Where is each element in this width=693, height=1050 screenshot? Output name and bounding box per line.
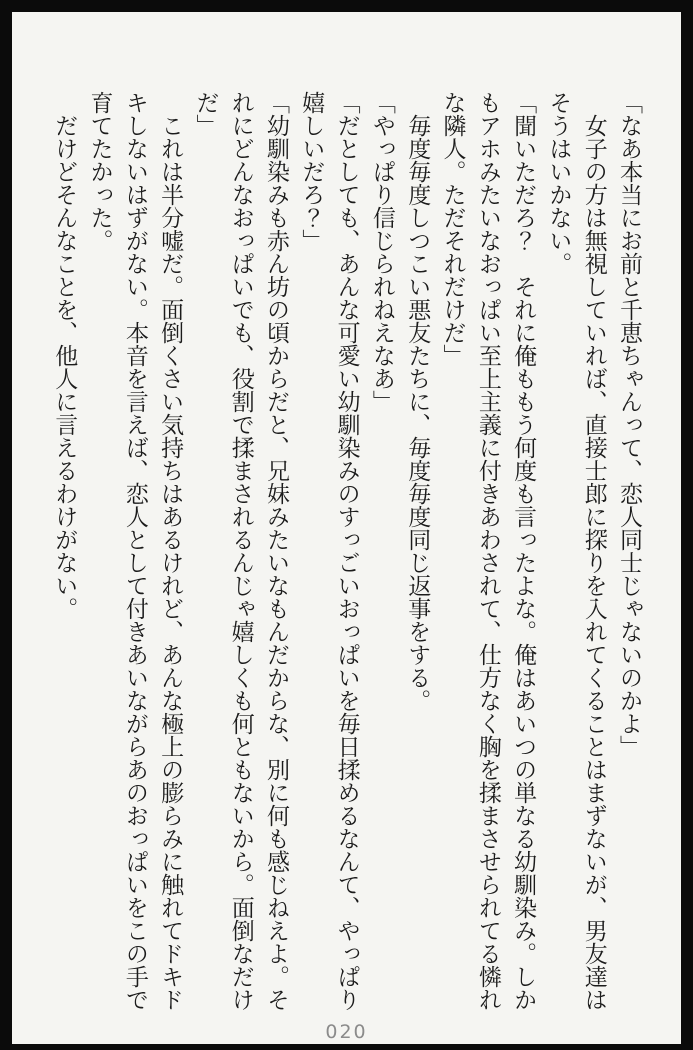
dialogue-paragraph: 「聞いただろ？ それに俺ももう何度も言ったよな。俺はあいつの単なる幼馴染み。しかもアホみたいなおっぱい至上主義に付きあわされて、仕方なく胸を揉まさせられてる憐れな隣人。ただそれだけだ」 <box>440 91 537 1011</box>
narration-paragraph: だけどそんなことを、他人に言えるわけがない。 <box>52 114 78 620</box>
page-number: 020 <box>325 1021 368 1043</box>
narration-paragraph: これは半分嘘だ。面倒くさい気持ちはあるけれど、あんな極上の膨らみに触れてドキドキしないはずがない。本音を言えば、恋人として付きあいながらあのおっぱいをこの手で育てたかった。 <box>87 91 184 1011</box>
dialogue-paragraph: 「だとしても、あんな可愛い幼馴染みのすっごいおっぱいを毎日揉めるなんて、やっぱり嬉しいだろ？」 <box>299 91 360 1011</box>
body-text <box>46 91 647 1011</box>
dialogue-paragraph: 「やっぱり信じられねえなあ」 <box>369 91 395 413</box>
dialogue-paragraph: 「なあ本当にお前と千恵ちゃんって、恋人同士じゃないのかよ」 <box>617 91 642 758</box>
dialogue-paragraph: 「幼馴染みも赤ん坊の頃からだと、兄妹みたいなもんだからな、別に何も感じねえよ。それにどんなおっぱいでも、役割で揉まされるんじゃ嬉しくも何ともないから。面倒なだけだ」 <box>193 91 290 1011</box>
narration-paragraph: 女子の方は無視していれば、直接士郎に探りを入れてくることはまずないが、男友達はそうはいかない。 <box>546 91 607 1011</box>
book-page <box>12 12 681 1044</box>
narration-paragraph: 毎度毎度しつこい悪友たちに、毎度毎度同じ返事をする。 <box>405 114 431 712</box>
